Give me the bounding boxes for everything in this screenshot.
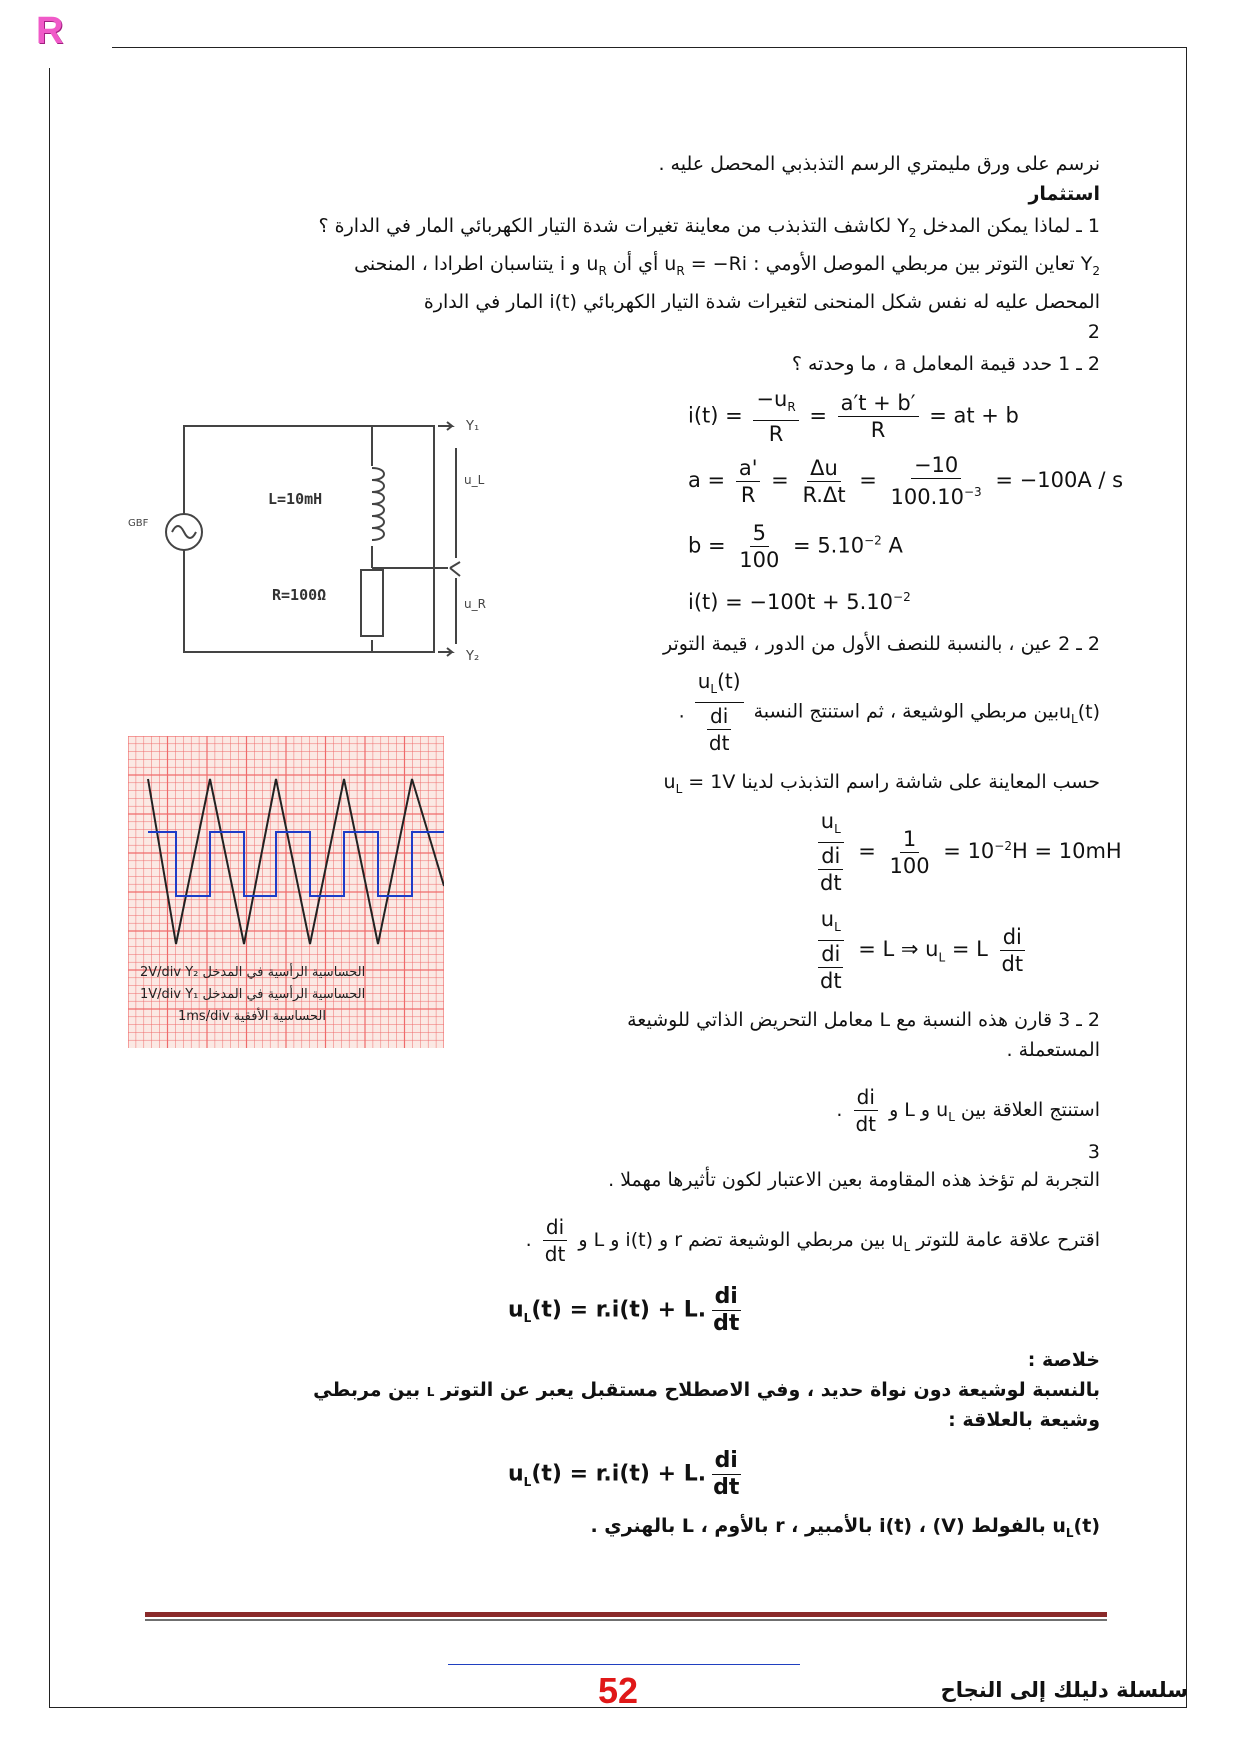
answer-1b: المحصل عليه له نفس شكل المنحنى لتغيرات شدة التيار الكهربائي i(t) المار في الدارة bbox=[423, 291, 1100, 313]
circuit-diagram bbox=[128, 408, 508, 688]
text-line-3: التجربة لم تؤخذ هذه المقاومة بعين الاعتبار لكون تأثيرها مهملا . bbox=[608, 1169, 1100, 1191]
sensitivity-y1: 1V/div Y₁ الحساسية الرأسية في المدخل bbox=[140, 987, 366, 1002]
y2-label: Y₂ bbox=[466, 649, 480, 664]
text-line: نرسم على ورق مليمتري الرسم التذبذبي المحصل عليه . bbox=[658, 153, 1100, 175]
section-title: استثمار bbox=[1028, 183, 1100, 205]
summary-title: خلاصة : bbox=[1027, 1349, 1100, 1371]
question-2-3: 2 ـ 3 قارن هذه النسبة مع L معامل التحريض الذاتي للوشيعة bbox=[627, 1009, 1100, 1031]
answer-2-2: حسب المعاينة على شاشة راسم التذبذب لدينا $u_L = 1V$ bbox=[663, 771, 1100, 796]
equation-i-1: i(t) = $\frac{-u_R}{R}$ = $\frac{a't + b'}{R}$ = at + b bbox=[688, 387, 1019, 447]
ur-label: u_R bbox=[464, 597, 486, 611]
sensitivity-horizontal: 1ms/div الحساسية الأفقية bbox=[178, 1009, 326, 1024]
summary-line-2: وشيعة بالعلاقة : bbox=[948, 1409, 1100, 1431]
frame-right-line bbox=[1186, 47, 1187, 1707]
frame-top-line bbox=[112, 47, 1187, 48]
ul-label: u_L bbox=[464, 473, 485, 487]
question-2-1: 2 ـ 1 حدد قيمة المعامل a ، ما وحدته ؟ bbox=[791, 353, 1100, 375]
sensitivity-y2: 2V/div Y₂ الحساسية الرأسية في المدخل bbox=[140, 965, 366, 980]
resistor-label: R=100Ω bbox=[272, 586, 327, 604]
series-title: سلسلة دليلك إلى النجاح bbox=[940, 1678, 1188, 1702]
units-line: $u_L(t)$ بالفولط (V) ، i(t) بالأمبير ، r بالأوم ، L بالهنري . bbox=[590, 1515, 1100, 1540]
equation-i-2: $i(t) = -100t + 5.10^{-2}$ bbox=[688, 590, 911, 614]
question-2-3c: استنتج العلاقة بين $u_L$ و L و $\frac{di}{dt}$ . bbox=[836, 1085, 1100, 1136]
equation-b: b = $\frac{5}{100}$ = $5.10^{-2}$ A bbox=[688, 521, 903, 572]
question-1: 1 ـ لماذا يمكن المدخل $Y_2$ لكاشف التذبذب من معاينة تغيرات شدة التيار الكهربائي المار في الدارة ؟ bbox=[318, 215, 1100, 240]
equation-general-1: $u_L(t) = r.i(t) + L$. $\frac{di}{dt}$ bbox=[508, 1284, 740, 1336]
footer-rule-thick bbox=[145, 1612, 1107, 1617]
equation-L: $\frac{u_L}{\frac{di}{dt}}$ = L ⇒ $u_L = L$ $\frac{di}{dt}$ bbox=[810, 906, 1030, 994]
oscilloscope-screen bbox=[128, 736, 444, 1048]
inductor-label: L=10mH bbox=[268, 490, 323, 508]
equation-a: a = $\frac{a'}{R}$ = $\frac{\Delta u}{R.\Delta t}$ = $\frac{-10}{100.10^{-3}}$ = −100A / s bbox=[688, 453, 1124, 509]
gbf-label: GBF bbox=[128, 518, 149, 529]
question-3: اقترح علاقة عامة للتوتر $u_L$ بين مربطي الوشيعة تضم r و i(t) و L و $\frac{di}{dt}$ . bbox=[525, 1215, 1100, 1266]
summary-line-1: بالنسبة لوشيعة دون نواة حديد ، وفي الاصطلاح مستقبل يعبر عن التوتر L بين مربطي bbox=[313, 1379, 1100, 1401]
part-number-3: 3 bbox=[1087, 1141, 1100, 1163]
y1-label: Y₁ bbox=[466, 419, 480, 434]
question-2-2b: $u_L(t)بين$ مربطي الوشيعة ، ثم استنتج النسبة $\frac{u_L(t)}{\frac{di}{dt}}$ . bbox=[678, 669, 1100, 755]
equation-ratio: $\frac{u_L}{\frac{di}{dt}}$ = $\frac{1}{100}$ = $10^{-2}H = 10mH$ bbox=[810, 808, 1122, 896]
footer-blue-line bbox=[448, 1664, 800, 1665]
logo: R bbox=[36, 10, 64, 52]
question-2-3b: المستعملة . bbox=[1006, 1039, 1100, 1061]
question-2-2: 2 ـ 2 عين ، بالنسبة للنصف الأول من الدور ، قيمة التوتر bbox=[663, 633, 1100, 655]
footer-rule-thin bbox=[145, 1619, 1107, 1621]
part-number-2: 2 bbox=[1087, 321, 1100, 343]
page-number: 52 bbox=[598, 1670, 639, 1711]
answer-1a: $Y_2$ تعاين التوتر بين مربطي الموصل الأومي : $u_R = -Ri$ أي أن $u_R$ و i يتناسبان اطرادا ، المنحنى bbox=[354, 253, 1100, 278]
equation-general-2: $u_L(t) = r.i(t) + L$. $\frac{di}{dt}$ bbox=[508, 1448, 740, 1500]
frame-left-line bbox=[49, 68, 50, 1708]
